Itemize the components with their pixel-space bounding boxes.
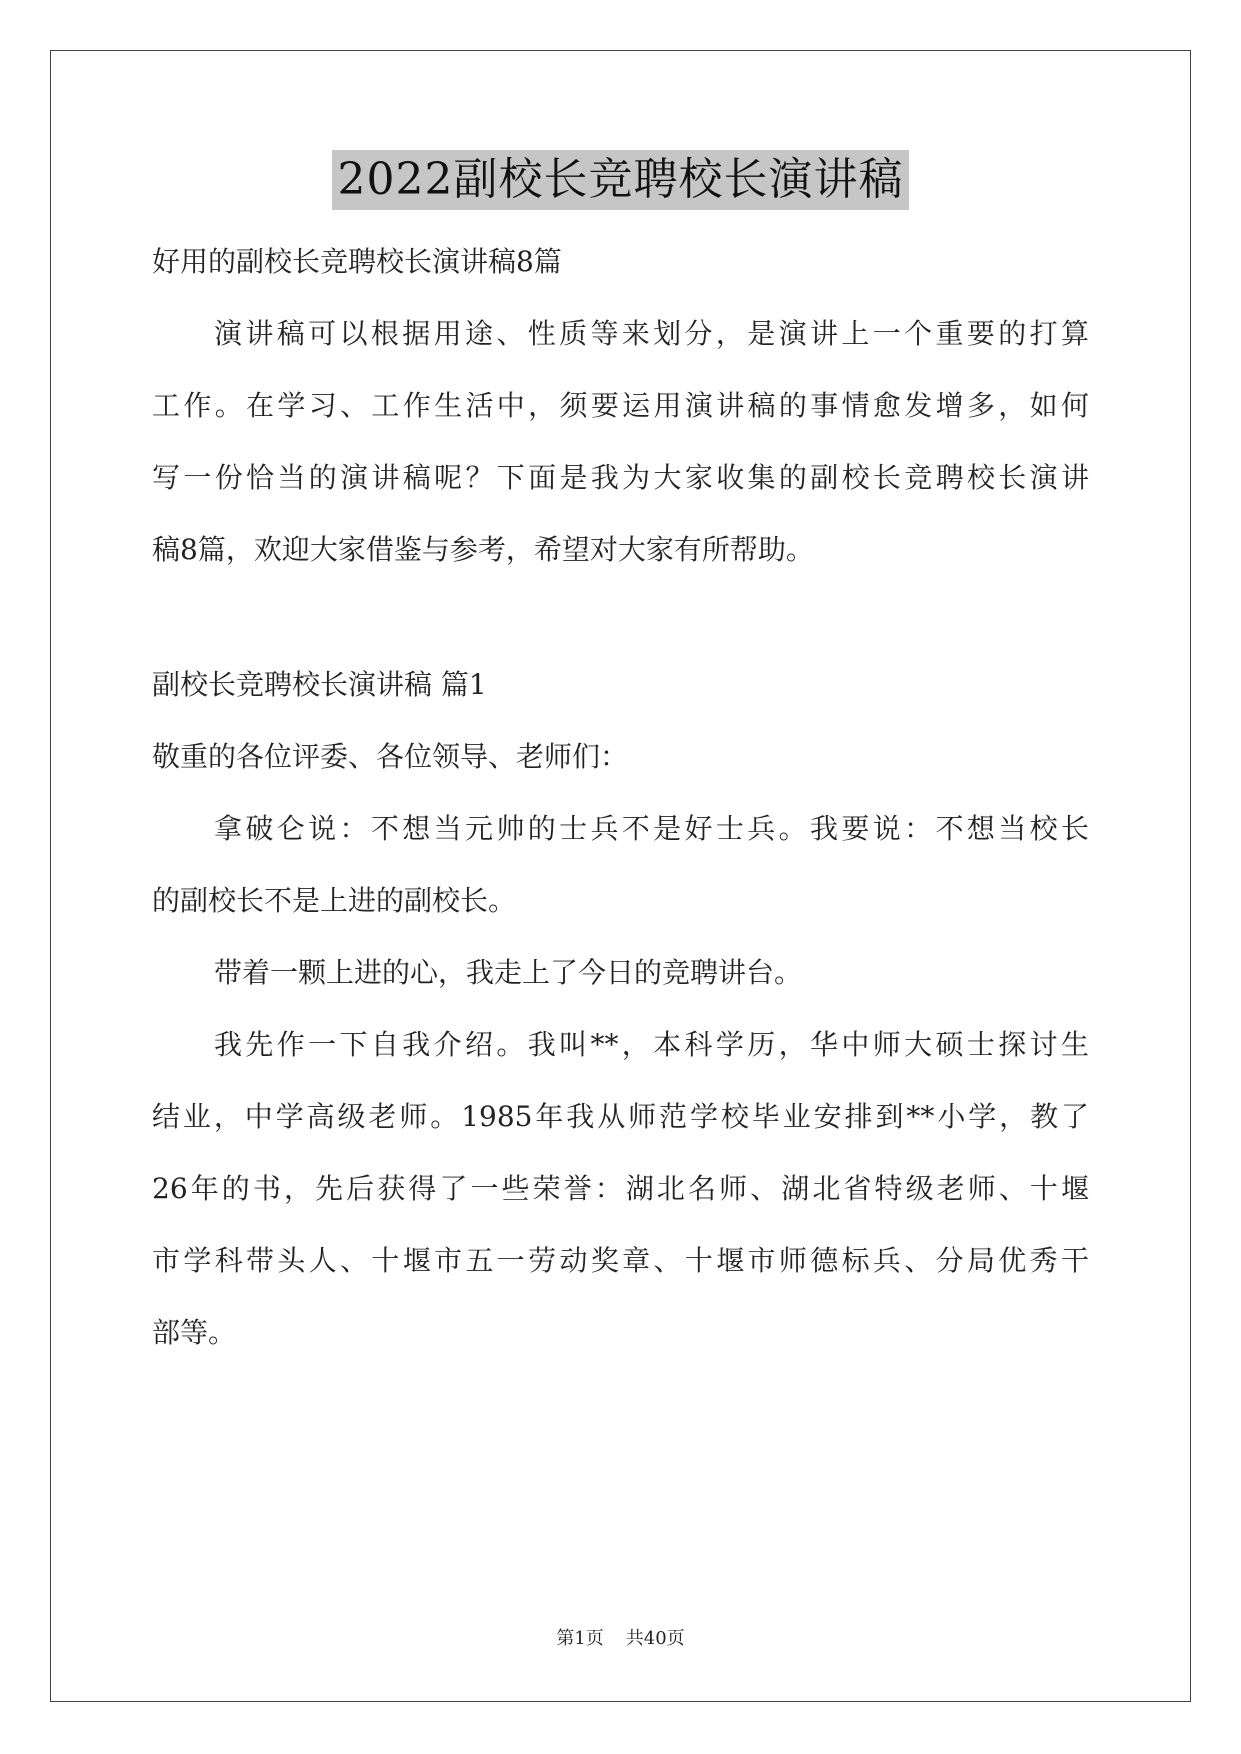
para2-line-1: 带着一颗上进的心，我走上了今日的竞聘讲台。 bbox=[214, 956, 803, 989]
intro-line-4: 稿8篇，欢迎大家借鉴与参考，希望对大家有所帮助。 bbox=[152, 533, 814, 566]
page-footer bbox=[0, 1627, 1241, 1651]
para3-line-3: 26年的书，先后获得了一些荣誉：湖北名师、湖北省特级老师、十堰 bbox=[152, 1172, 1089, 1205]
section-heading: 副校长竞聘校长演讲稿 篇1 bbox=[152, 668, 487, 701]
title-container bbox=[0, 150, 1241, 210]
para3-line-4: 市学科带头人、十堰市五一劳动奖章、十堰市师德标兵、分局优秀干 bbox=[152, 1244, 1089, 1277]
para3-line-1: 我先作一下自我介绍。我叫**，本科学历，华中师大硕士探讨生 bbox=[214, 1028, 1089, 1061]
page-total: 共40页 bbox=[625, 1628, 685, 1649]
document-title: 2022副校长竞聘校长演讲稿 bbox=[332, 150, 910, 210]
salutation: 敬重的各位评委、各位领导、老师们： bbox=[152, 740, 629, 773]
para3-line-5: 部等。 bbox=[152, 1316, 237, 1349]
page-border bbox=[50, 50, 1191, 1702]
subtitle: 好用的副校长竞聘校长演讲稿8篇 bbox=[152, 245, 562, 278]
para1-line-1: 拿破仑说：不想当元帅的士兵不是好士兵。我要说：不想当校长 bbox=[214, 812, 1089, 845]
page-number: 第1页 bbox=[556, 1628, 604, 1649]
para1-line-2: 的副校长不是上进的副校长。 bbox=[152, 884, 517, 917]
intro-line-1: 演讲稿可以根据用途、性质等来划分，是演讲上一个重要的打算 bbox=[214, 317, 1089, 350]
para3-line-2: 结业，中学高级老师。1985年我从师范学校毕业安排到**小学，教了 bbox=[152, 1100, 1089, 1133]
intro-line-2: 工作。在学习、工作生活中，须要运用演讲稿的事情愈发增多，如何 bbox=[152, 389, 1089, 422]
intro-line-3: 写一份恰当的演讲稿呢？下面是我为大家收集的副校长竞聘校长演讲 bbox=[152, 461, 1089, 494]
